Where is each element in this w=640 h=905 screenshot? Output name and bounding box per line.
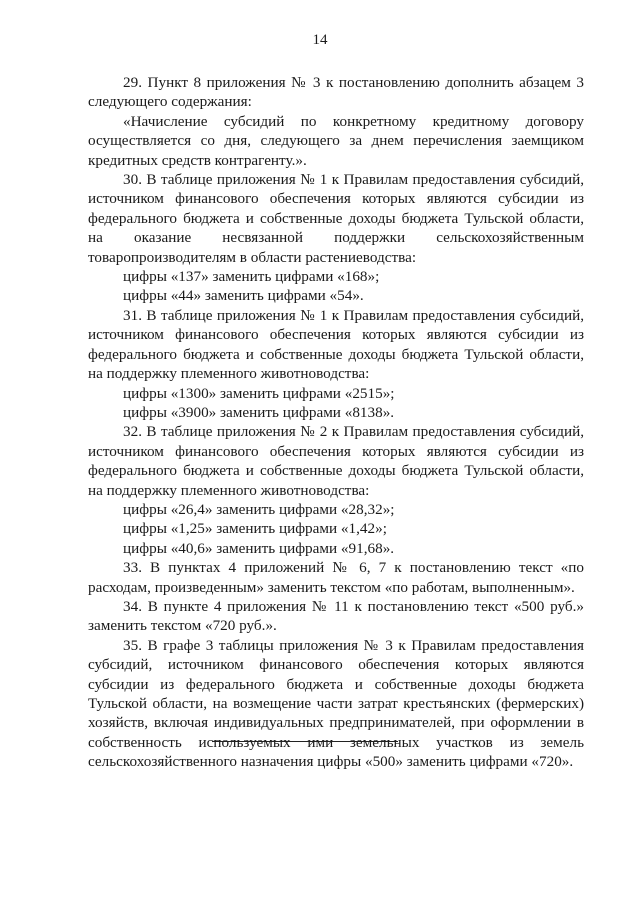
paragraph-item-30: 30. В таблице приложения № 1 к Правилам предоставления субсидий, источником финансового обеспечения которых являются субсидии из федерального бюджета и собственные доходы бюджета Тульской области, на оказание несвязанной поддержки сельскохозяйственным товаропроизводителям в области растениеводства: (88, 171, 584, 266)
replacement-line: цифры «1300» заменить цифрами «2515»; (123, 384, 395, 402)
replacement-line: цифры «3900» заменить цифрами «8138». (123, 403, 395, 421)
replacement-line: цифры «26,4» заменить цифрами «28,32»; (123, 500, 395, 518)
paragraph-item-34: 34. В пункте 4 приложения № 11 к постановлению текст «500 руб.» заменить текстом «720 руб.». (88, 597, 584, 635)
paragraph-item-31: 31. В таблице приложения № 1 к Правилам предоставления субсидий, источником финансового обеспечения которых являются субсидии из федерального бюджета и собственные доходы бюджета Тульской области, на поддержку племенного животноводства: (88, 306, 584, 383)
replacement-line: цифры «44» заменить цифрами «54». (123, 287, 364, 305)
paragraph-item-33: 33. В пунктах 4 приложений № 6, 7 к постановлению текст «по расходам, произведенным» заменить текстом «по работам, выполненным». (88, 559, 584, 596)
paragraph-item-29: 29. Пункт 8 приложения № 3 к постановлению дополнить абзацем 3 следующего содержания: (88, 74, 584, 111)
paragraph-item-35: 35. В графе 3 таблицы приложения № 3 к Правилам предоставления субсидий, источником финансового обеспечения которых являются субсидии из федерального бюджета и собственные доходы бюджета Тульской области, на возмещение части затрат крестьянских (фермерских) хозяйств, включая индивидуальных предпринимателей, при оформлении в собственность используемых ими земельных участков из земель сельскохозяйственного назначения цифры «500» заменить цифрами «720». (88, 636, 584, 771)
closing-divider-line (212, 741, 398, 742)
replacement-line: цифры «1,25» заменить цифрами «1,42»; (123, 520, 387, 538)
replacement-line: цифры «137» заменить цифрами «168»; (123, 268, 380, 286)
document-body (88, 73, 584, 772)
paragraph-item-32: 32. В таблице приложения № 2 к Правилам предоставления субсидий, источником финансового обеспечения которых являются субсидии из федерального бюджета и собственные доходы бюджета Тульской области, на поддержку племенного животноводства: (88, 423, 584, 499)
replacement-line: цифры «40,6» заменить цифрами «91,68». (123, 539, 395, 557)
page-number: 14 (312, 32, 328, 48)
paragraph-quote: «Начисление субсидий по конкретному кредитному договору осуществляется со дня, следующего за днем перечисления заемщиком кредитных средств контрагенту.». (88, 112, 584, 169)
